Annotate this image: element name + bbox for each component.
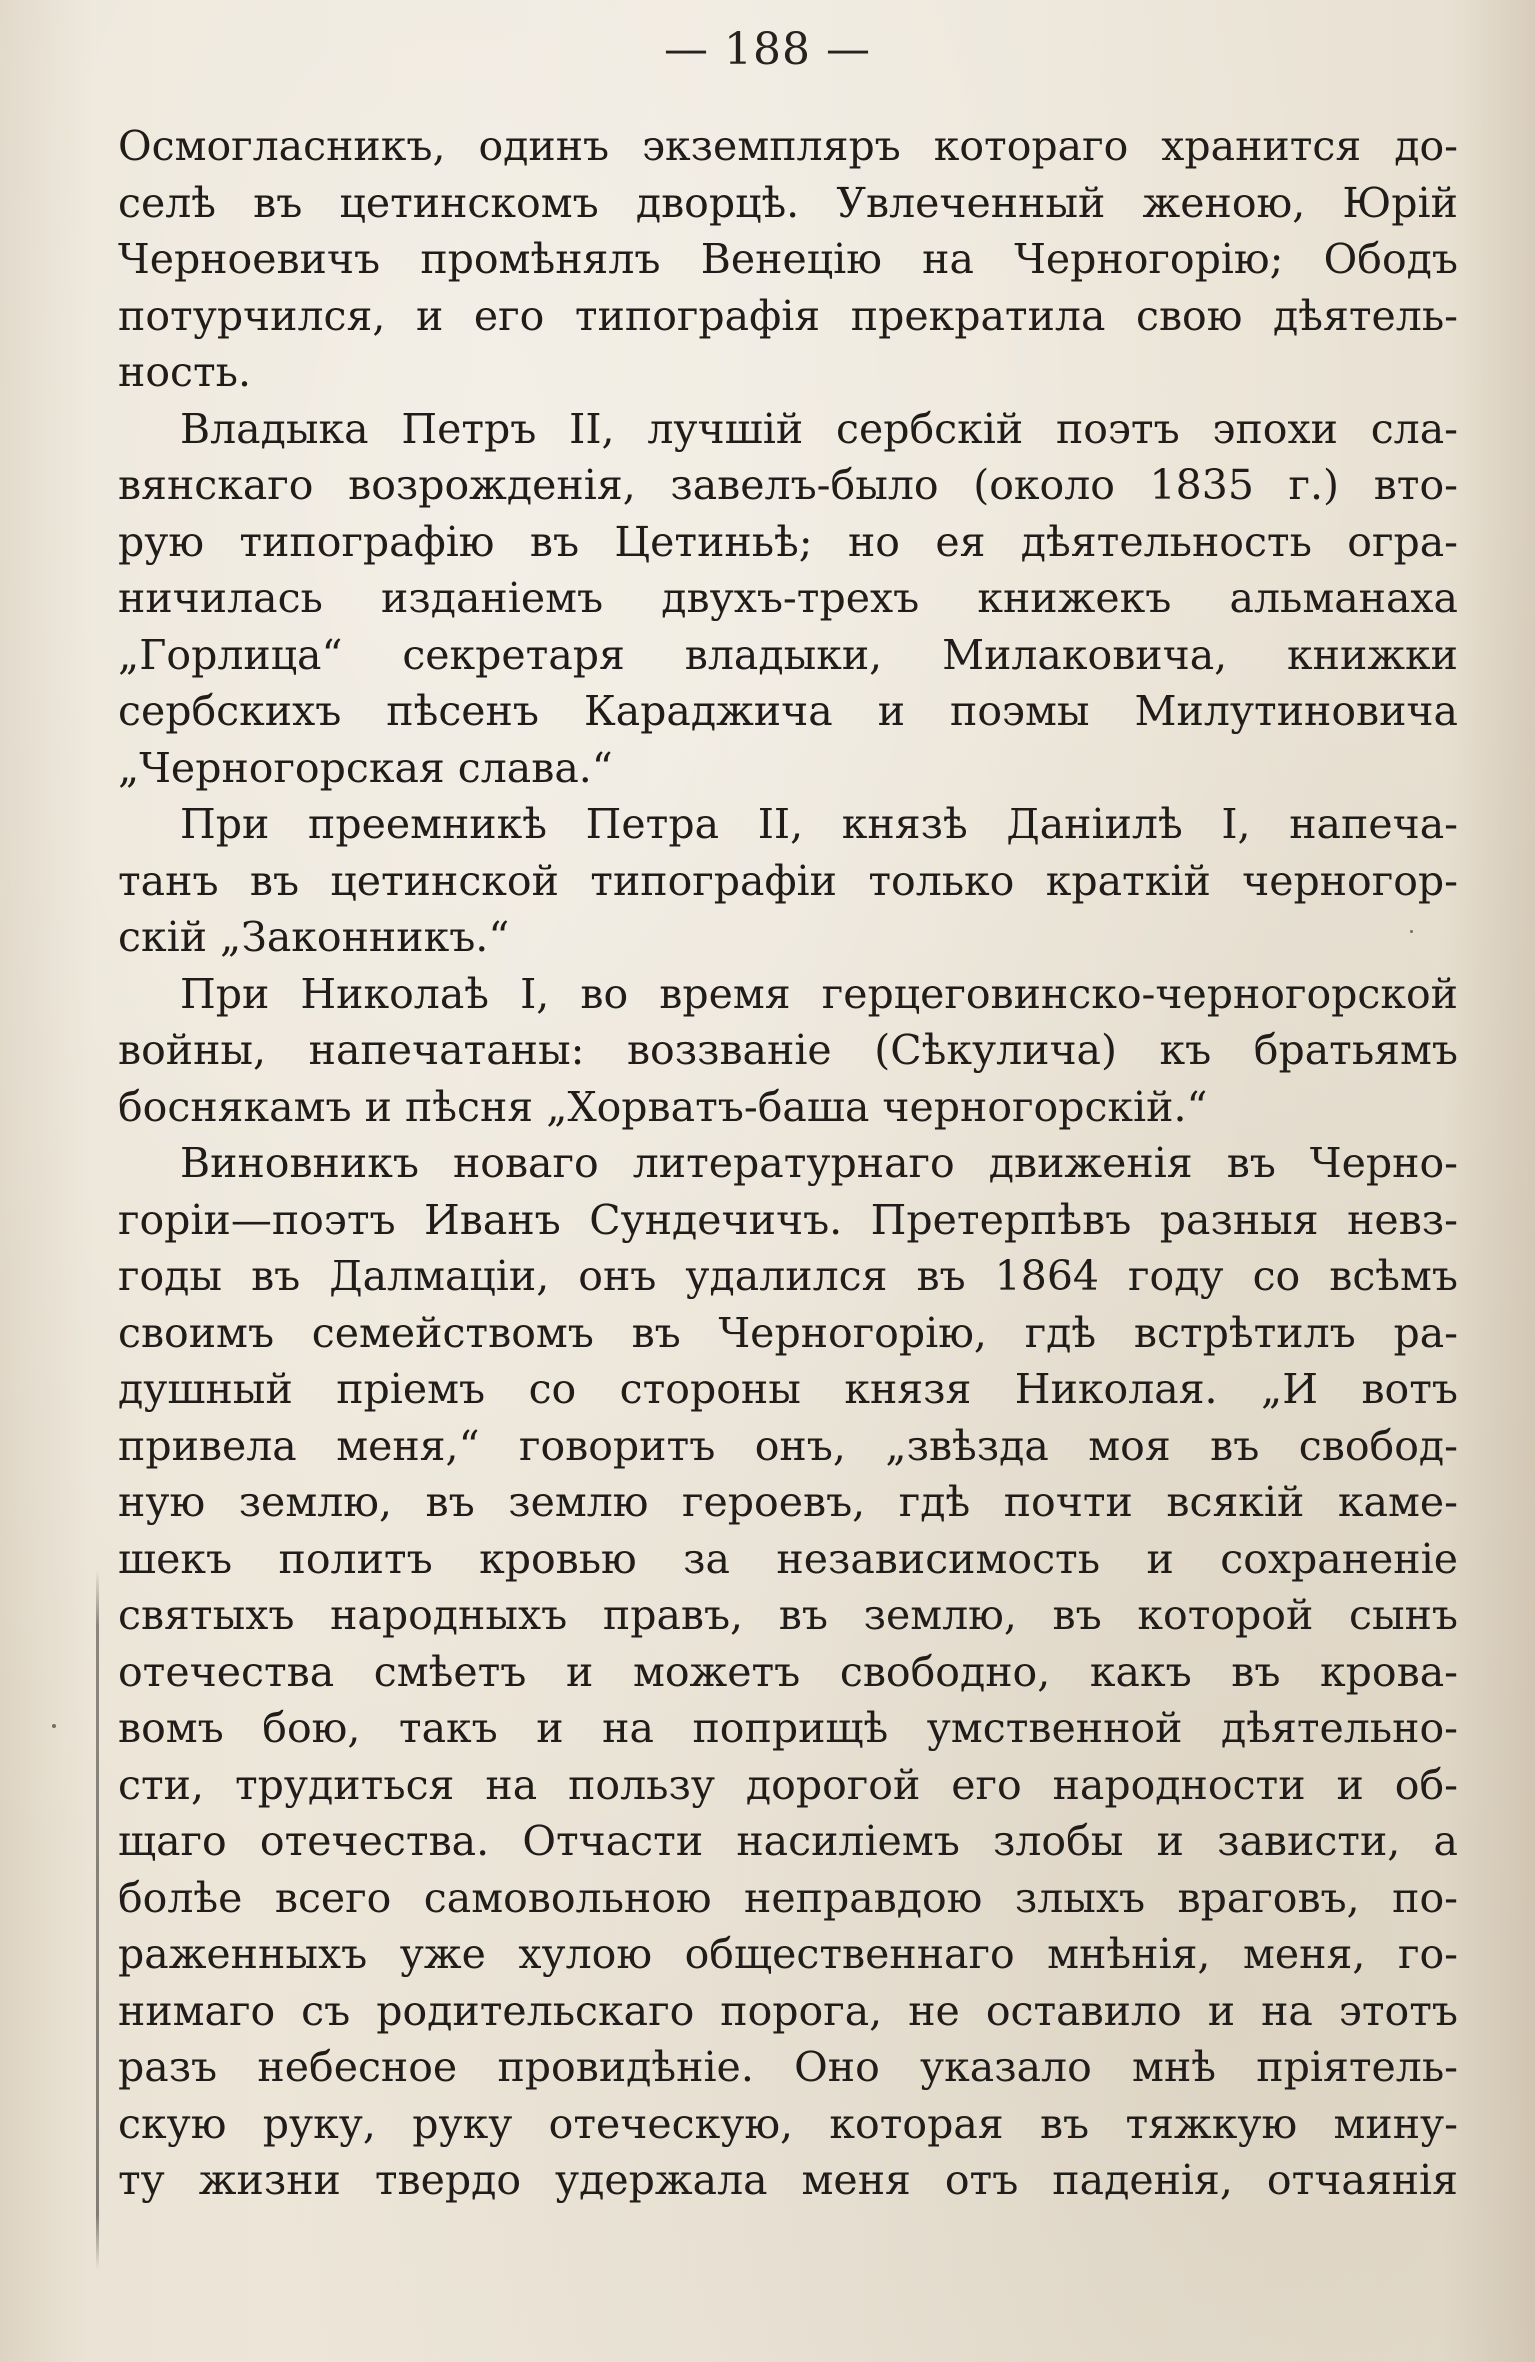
text-line: „Черногорская слава.“: [118, 743, 613, 792]
text-line: вомъ бою, такъ и на поприщѣ умственной дѣятельно-: [118, 1704, 1458, 1752]
text-line: скій „Законникъ.“: [118, 913, 510, 961]
text-line: потурчился, и его типографія прекратила свою дѣятель-: [118, 291, 1458, 340]
text-line: отечества смѣетъ и можетъ свободно, какъ въ крова-: [118, 1647, 1458, 1696]
text-line: привела меня,“ говоритъ онъ, „звѣзда моя въ свобод-: [118, 1421, 1458, 1470]
text-line: болѣе всего самовольною неправдою злыхъ враговъ, по-: [118, 1873, 1458, 1922]
text-line: ную землю, въ землю героевъ, гдѣ почти всякій каме-: [118, 1478, 1458, 1526]
text-line: ничилась изданіемъ двухъ-трехъ книжекъ альманаха: [118, 574, 1458, 622]
text-line: шекъ политъ кровью за независимость и сохраненіе: [118, 1534, 1458, 1583]
text-line: сти, трудиться на пользу дорогой его народности и об-: [118, 1760, 1458, 1809]
text-line: Виновникъ новаго литературнаго движенія въ Черно-: [180, 1139, 1458, 1187]
text-line: раженныхъ уже хулою общественнаго мнѣнія, меня, го-: [118, 1930, 1458, 1978]
text-line: Владыка Петръ II, лучшій сербскій поэтъ эпохи сла-: [180, 404, 1458, 453]
text-line: ность.: [118, 348, 252, 396]
text-line: рую типографію въ Цетиньѣ; но ея дѣятельность огра-: [118, 517, 1458, 566]
text-line: нимаго съ родительскаго порога, не оставило и на этотъ: [118, 1986, 1458, 2035]
paper-speck: [52, 1724, 56, 1728]
body-text: [118, 118, 1458, 2209]
text-line: вянскаго возрожденія, завелъ-было (около 1835 г.) вто-: [118, 461, 1458, 509]
page-number: — 188 —: [664, 24, 871, 75]
text-line: скую руку, руку отеческую, которая въ тяжкую мину-: [118, 2099, 1458, 2148]
text-line: При преемникѣ Петра II, князѣ Даніилѣ I, напеча-: [180, 800, 1458, 848]
text-line: душный пріемъ со стороны князя Николая. „И вотъ: [118, 1365, 1458, 1413]
text-line: ту жизни твердо удержала меня отъ паденія, отчаянія: [118, 2156, 1458, 2204]
text-line: щаго отечества. Отчасти насиліемъ злобы и зависти, а: [118, 1817, 1458, 1865]
text-line: При Николаѣ I, во время герцеговинско-черногорской: [180, 969, 1458, 1018]
text-line: своимъ семействомъ въ Черногорію, гдѣ встрѣтилъ ра-: [118, 1308, 1458, 1357]
text-line: боснякамъ и пѣсня „Хорватъ-баша черногорскій.“: [118, 1082, 1208, 1131]
text-line: войны, напечатаны: воззваніе (Сѣкулича) къ братьямъ: [118, 1026, 1458, 1074]
text-line: святыхъ народныхъ правъ, въ землю, въ которой сынъ: [118, 1591, 1458, 1639]
margin-pencil-mark: [96, 1570, 99, 2270]
text-line: „Горлица“ секретаря владыки, Милаковича, книжки: [118, 630, 1458, 679]
text-line: селѣ въ цетинскомъ дворцѣ. Увлеченный женою, Юрій: [118, 178, 1458, 227]
text-line: Черноевичъ промѣнялъ Венецію на Черногорію; Ободъ: [118, 235, 1458, 283]
text-line: Осмогласникъ, одинъ экземпляръ котораго хранится до-: [118, 122, 1458, 170]
text-line: танъ въ цетинской типографіи только краткій черногор-: [118, 856, 1458, 905]
text-line: годы въ Далмаціи, онъ удалился въ 1864 году со всѣмъ: [118, 1252, 1458, 1300]
text-line: горіи—поэтъ Иванъ Сундечичъ. Претерпѣвъ разныя невз-: [118, 1195, 1458, 1244]
text-line: сербскихъ пѣсенъ Караджича и поэмы Милутиновича: [118, 687, 1458, 735]
text-line: разъ небесное провидѣніе. Оно указало мнѣ пріятель-: [118, 2043, 1458, 2091]
